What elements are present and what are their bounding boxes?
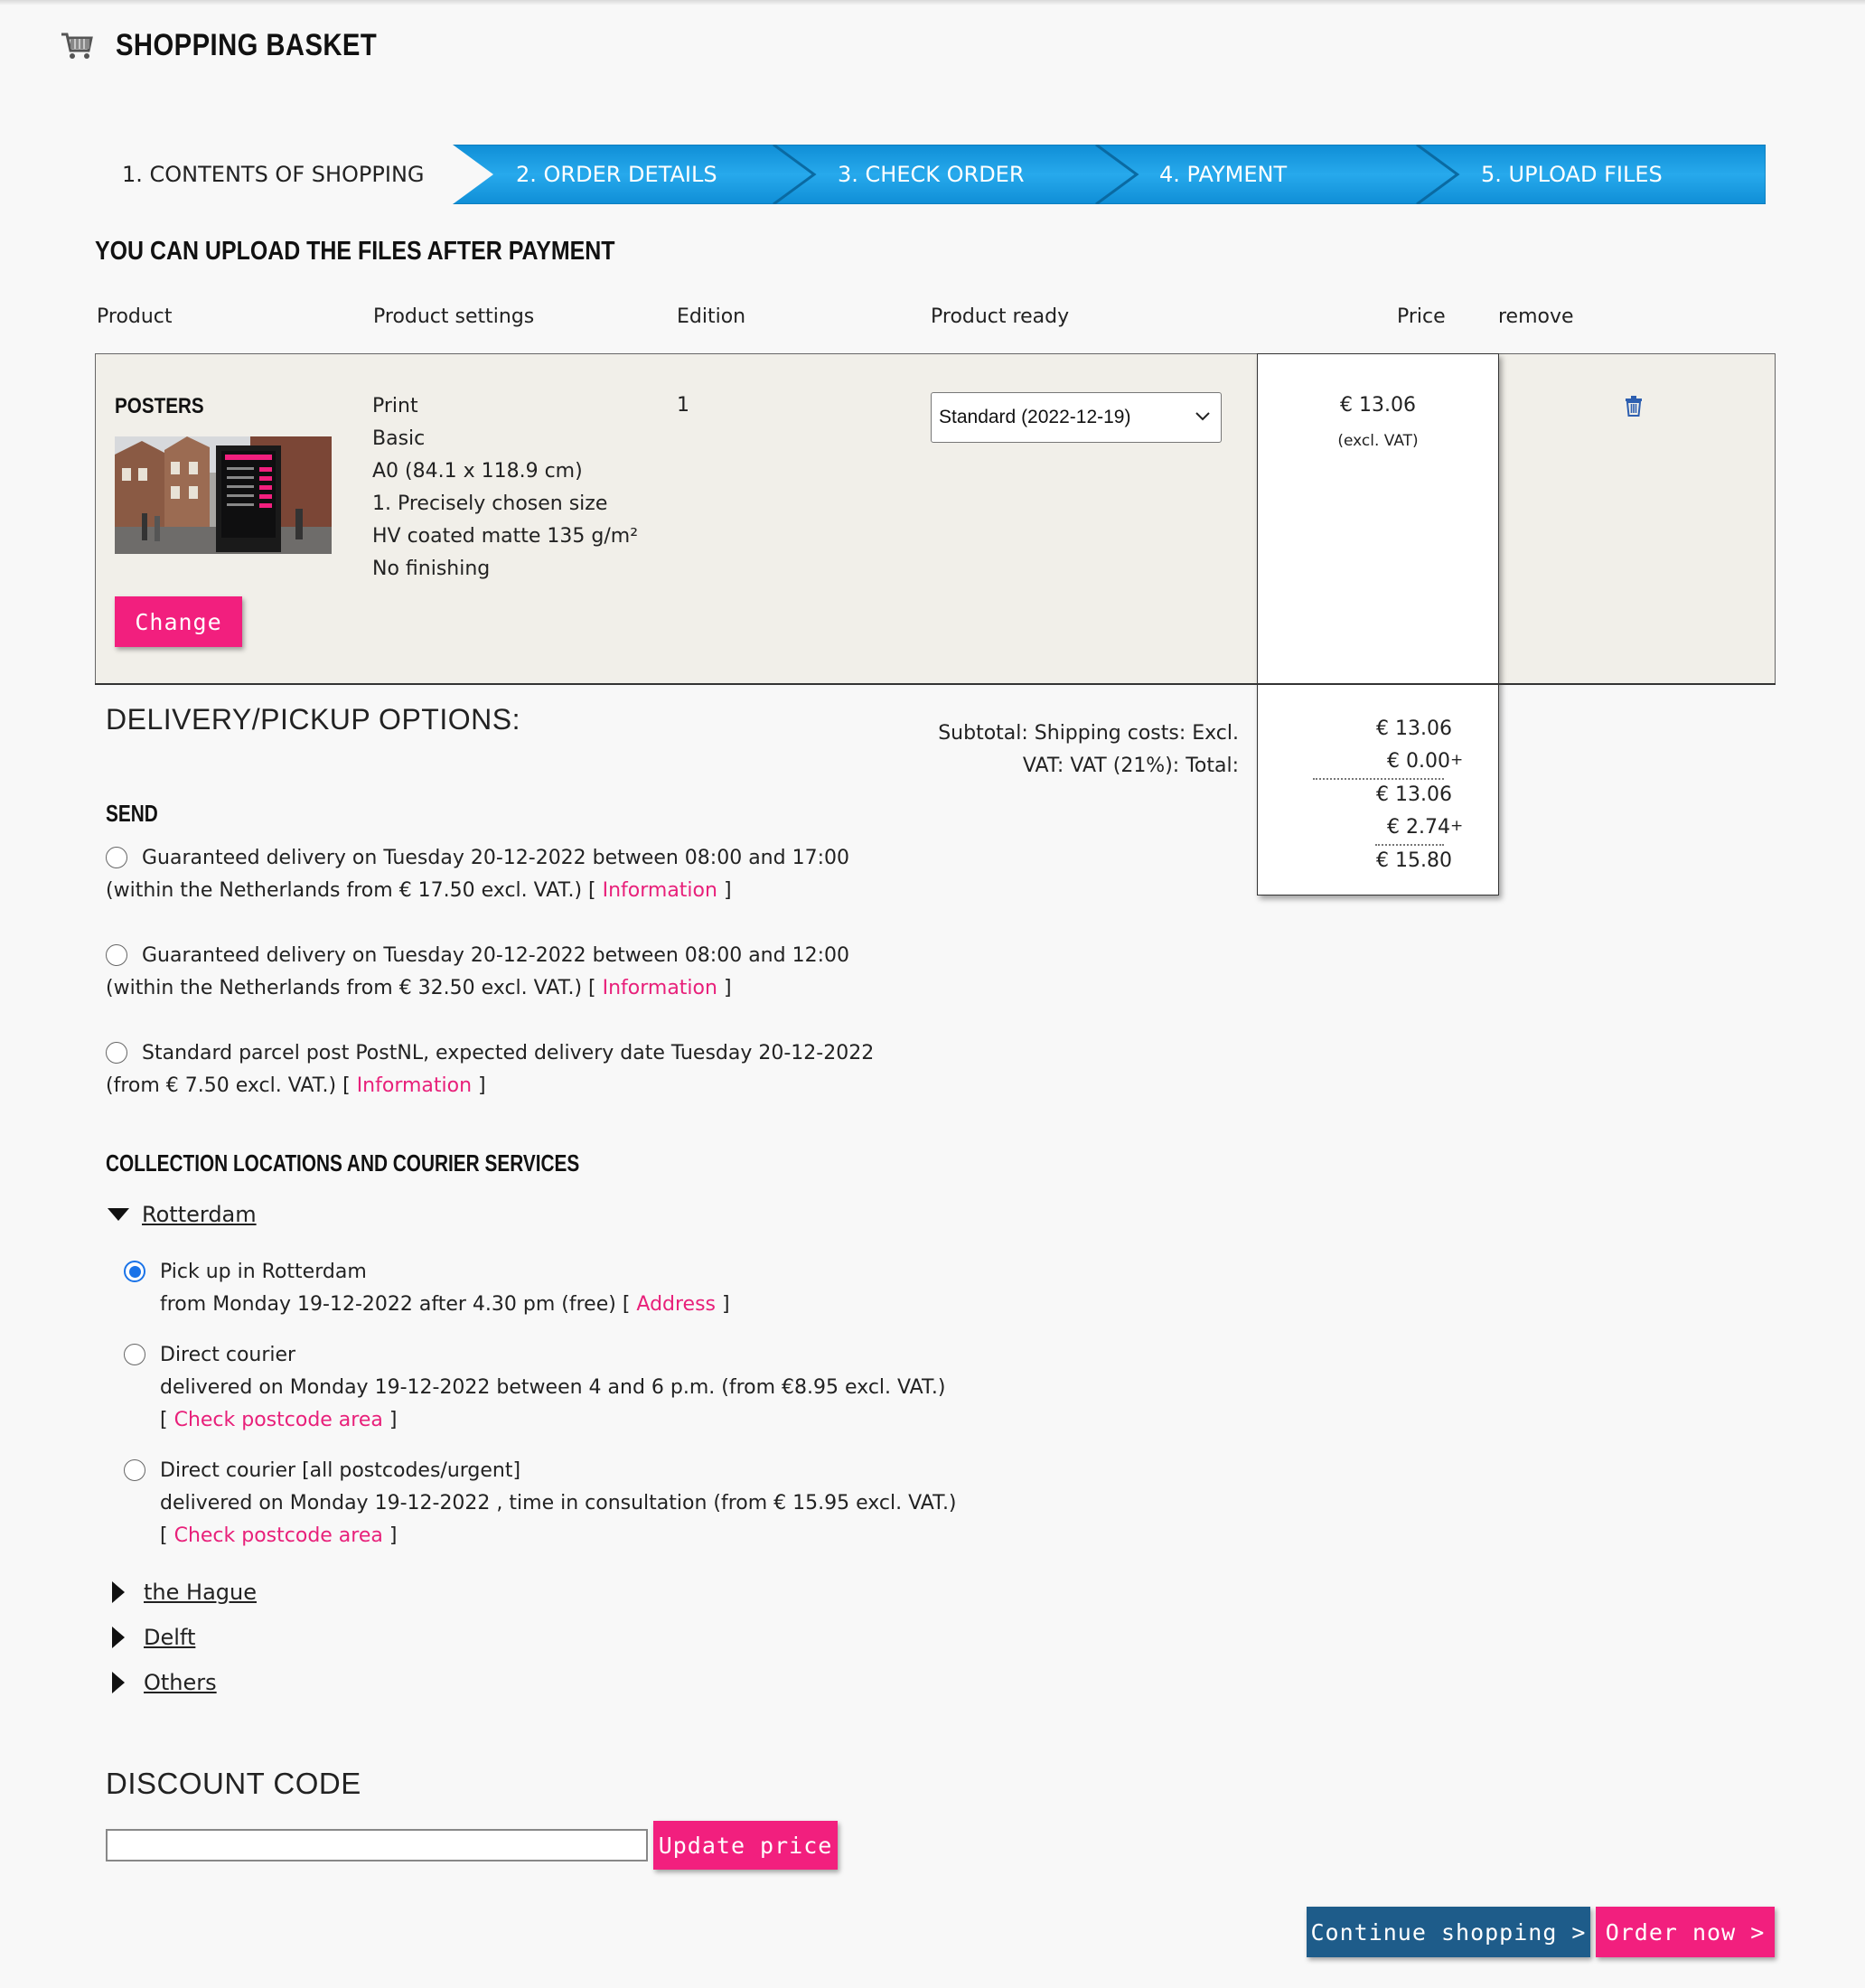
- step-order-details[interactable]: 2. ORDER DETAILS: [516, 162, 717, 187]
- trash-icon[interactable]: [1624, 396, 1644, 417]
- product-image: [115, 436, 332, 554]
- bracket: [: [160, 1409, 174, 1431]
- update-price-button[interactable]: Update price: [653, 1821, 838, 1870]
- delivery-heading: DELIVERY/PICKUP OPTIONS:: [106, 703, 520, 736]
- excl-vat-value: € 13.06: [1376, 783, 1452, 806]
- urgent-courier-option[interactable]: [124, 1455, 957, 1552]
- checkout-steps: [105, 145, 1766, 204]
- setting-line: A0 (84.1 x 118.9 cm): [372, 460, 583, 483]
- totals-label-line1: Subtotal: Shipping costs: Excl.: [938, 722, 1239, 745]
- step-upload-files[interactable]: 5. UPLOAD FILES: [1481, 162, 1663, 187]
- setting-line: No finishing: [372, 558, 491, 580]
- option-title: Pick up in Rotterdam: [160, 1261, 367, 1283]
- header-edition: Edition: [677, 305, 746, 328]
- step-payment[interactable]: 4. PAYMENT: [1159, 162, 1288, 187]
- check-postcode-link[interactable]: Check postcode area: [173, 1524, 383, 1547]
- setting-line: HV coated matte 135 g/m²: [372, 525, 639, 548]
- upload-notice: YOU CAN UPLOAD THE FILES AFTER PAYMENT: [95, 237, 615, 266]
- city-toggle-delft[interactable]: [106, 1625, 195, 1650]
- change-product-button[interactable]: Change: [115, 596, 242, 647]
- city-name[interactable]: Others: [144, 1670, 217, 1695]
- radio-button[interactable]: [124, 1459, 145, 1481]
- pickup-rotterdam-option[interactable]: [124, 1256, 730, 1321]
- triangle-right-icon: [112, 1627, 125, 1648]
- option-title: Direct courier: [160, 1344, 296, 1366]
- bracket: ]: [382, 1409, 398, 1431]
- bracket: ]: [472, 1074, 486, 1097]
- step-contents[interactable]: 1. CONTENTS OF SHOPPING: [122, 162, 425, 187]
- option-title: Direct courier [all postcodes/urgent]: [160, 1459, 521, 1482]
- continue-shopping-button[interactable]: Continue shopping >: [1307, 1907, 1590, 1957]
- send-heading: SEND: [106, 800, 158, 827]
- send-option-3[interactable]: [106, 1037, 874, 1102]
- radio-button-selected[interactable]: [124, 1261, 145, 1282]
- send-option-2[interactable]: [106, 940, 849, 1005]
- subtotal-value: € 13.06: [1376, 717, 1452, 740]
- triangle-right-icon: [112, 1672, 125, 1693]
- total-value: € 15.80: [1376, 849, 1452, 872]
- top-shadow: [0, 0, 1865, 5]
- city-name[interactable]: Rotterdam: [142, 1202, 257, 1227]
- triangle-down-icon: [108, 1208, 129, 1221]
- city-name[interactable]: the Hague: [144, 1580, 257, 1605]
- triangle-right-icon: [112, 1581, 125, 1603]
- chevron-down-icon: [1194, 408, 1212, 426]
- header-product-ready: Product ready: [931, 305, 1070, 328]
- header-settings: Product settings: [373, 305, 535, 328]
- option-title: Guaranteed delivery on Tuesday 20-12-2022 between 08:00 and 12:00: [142, 944, 849, 967]
- step-check-order[interactable]: 3. CHECK ORDER: [838, 162, 1025, 187]
- plus-sign: +: [1449, 751, 1464, 769]
- collection-heading: COLLECTION LOCATIONS AND COURIER SERVICES: [106, 1149, 580, 1177]
- shipping-amount: € 0.00: [1387, 750, 1450, 773]
- product-ready-select[interactable]: [931, 392, 1222, 443]
- bracket: ]: [717, 879, 732, 902]
- edition-value: 1: [677, 394, 689, 417]
- vat-amount: € 2.74: [1387, 816, 1450, 839]
- discount-code-input[interactable]: [106, 1829, 648, 1861]
- header-remove: remove: [1498, 305, 1574, 328]
- shipping-value: [1387, 750, 1463, 773]
- information-link[interactable]: Information: [602, 977, 717, 999]
- bracket: ]: [716, 1293, 730, 1316]
- address-link[interactable]: Address: [636, 1293, 717, 1316]
- product-settings: [372, 390, 638, 586]
- radio-button[interactable]: [106, 944, 127, 966]
- option-detail: delivered on Monday 19-12-2022 between 4 and 6 p.m. (from €8.95 excl. VAT.): [160, 1376, 946, 1399]
- order-now-button[interactable]: Order now >: [1596, 1907, 1775, 1957]
- setting-line: 1. Precisely chosen size: [372, 492, 608, 515]
- totals-label-line2: VAT: VAT (21%): Total:: [1022, 755, 1239, 777]
- price-vat-note: (excl. VAT): [1337, 432, 1419, 450]
- product-price: € 13.06: [1340, 394, 1416, 417]
- bracket: ]: [717, 977, 732, 999]
- send-option-1[interactable]: [106, 842, 849, 907]
- check-postcode-link[interactable]: Check postcode area: [173, 1409, 383, 1431]
- vat-value: [1387, 816, 1463, 839]
- bracket: ]: [382, 1524, 398, 1547]
- city-toggle-rotterdam[interactable]: [106, 1202, 257, 1227]
- sum-divider: [1375, 844, 1444, 846]
- header-product: Product: [97, 305, 173, 328]
- product-name: POSTERS: [115, 394, 204, 418]
- panel-divider: [95, 683, 1776, 685]
- option-title: Standard parcel post PostNL, expected delivery date Tuesday 20-12-2022: [142, 1042, 875, 1064]
- option-detail: (within the Netherlands from € 32.50 excl. VAT.) [: [106, 977, 603, 999]
- radio-button[interactable]: [124, 1344, 145, 1365]
- bracket: [: [160, 1524, 174, 1547]
- sum-divider: [1313, 778, 1444, 780]
- option-title: Guaranteed delivery on Tuesday 20-12-2022 between 08:00 and 17:00: [142, 847, 849, 869]
- setting-line: Basic: [372, 427, 426, 450]
- page-title: SHOPPING BASKET: [116, 27, 378, 62]
- plus-sign: +: [1449, 817, 1464, 835]
- option-detail: (within the Netherlands from € 17.50 excl. VAT.) [: [106, 879, 603, 902]
- option-detail: from Monday 19-12-2022 after 4.30 pm (free) [: [160, 1293, 637, 1316]
- shopping-cart-icon: [60, 29, 94, 61]
- information-link[interactable]: Information: [356, 1074, 473, 1097]
- information-link[interactable]: Information: [602, 879, 717, 902]
- city-name[interactable]: Delft: [144, 1625, 196, 1650]
- radio-button[interactable]: [106, 847, 127, 868]
- city-toggle-the-hague[interactable]: [106, 1580, 257, 1605]
- discount-heading: DISCOUNT CODE: [106, 1767, 361, 1800]
- city-toggle-others[interactable]: [106, 1670, 217, 1695]
- option-detail: delivered on Monday 19-12-2022 , time in consultation (from € 15.95 excl. VAT.): [160, 1492, 957, 1514]
- direct-courier-option[interactable]: [124, 1339, 945, 1437]
- product-ready-value: Standard (2022-12-19): [939, 407, 1131, 427]
- page-header: [60, 25, 419, 65]
- option-detail: (from € 7.50 excl. VAT.) [: [106, 1074, 357, 1097]
- totals-labels: [938, 717, 1239, 783]
- radio-button[interactable]: [106, 1042, 127, 1064]
- setting-line: Print: [372, 395, 418, 417]
- header-price: Price: [1397, 305, 1446, 328]
